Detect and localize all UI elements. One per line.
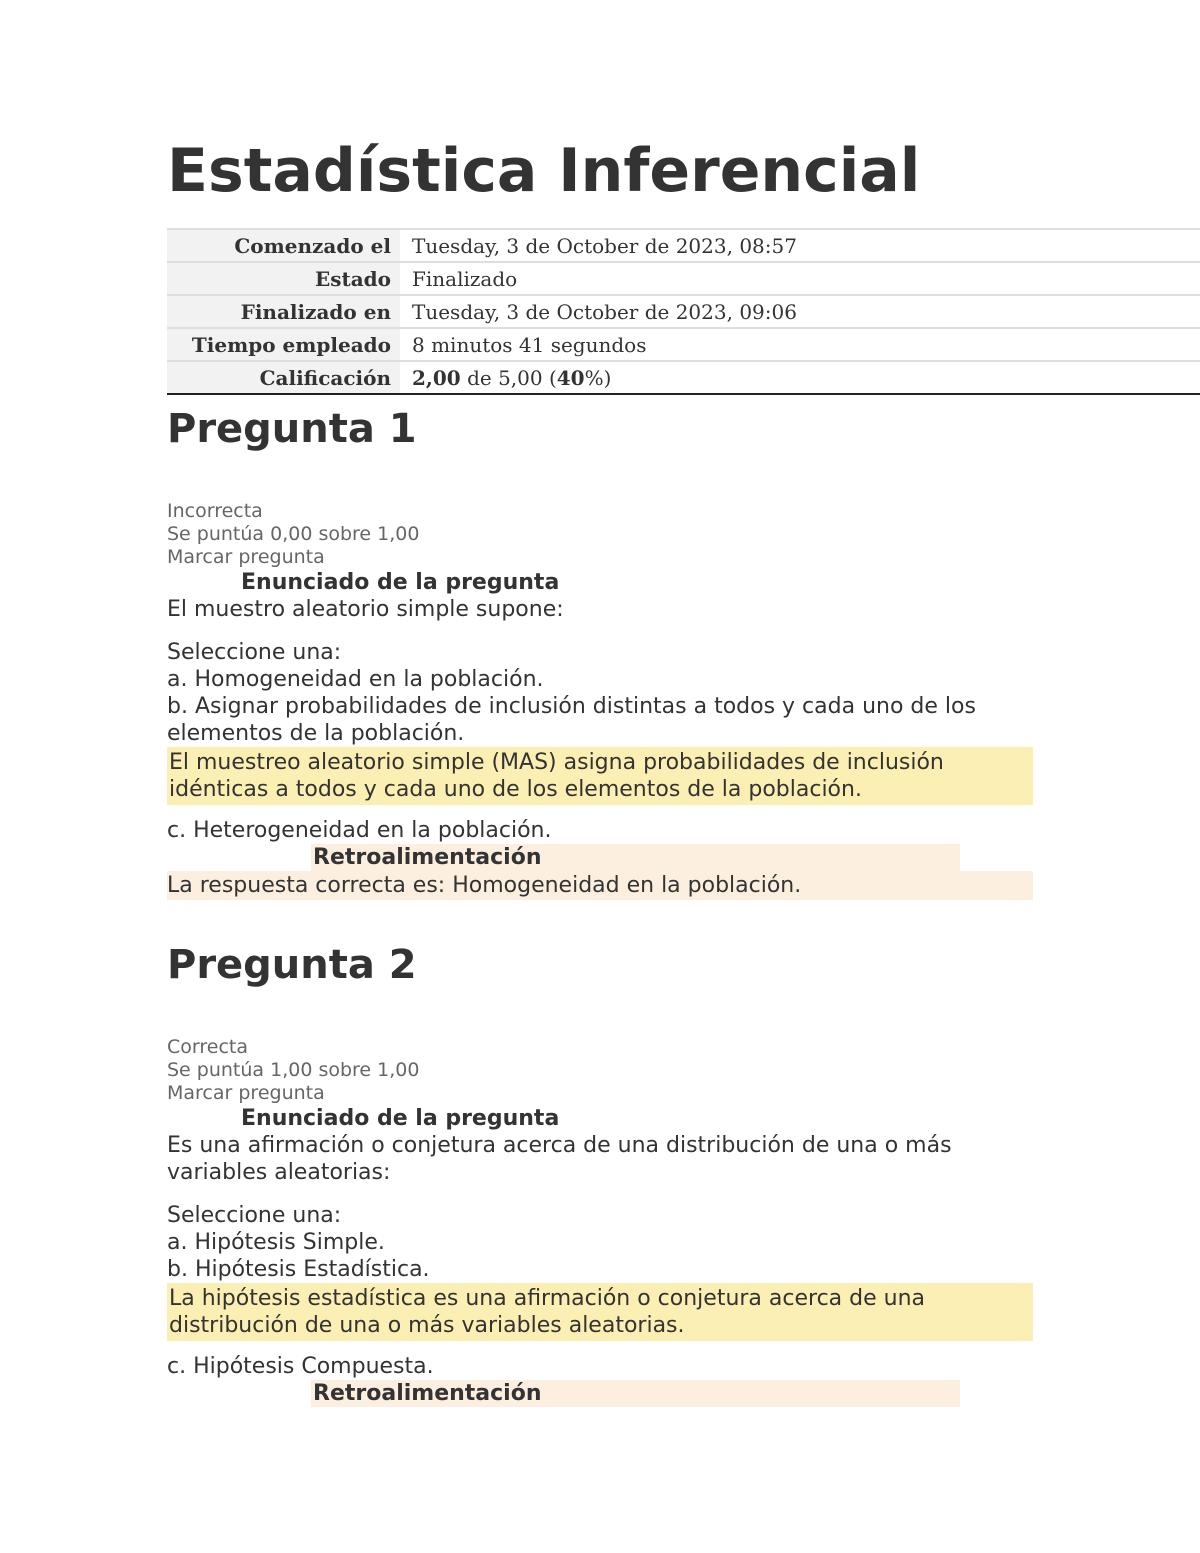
feedback-heading-text: Retroalimentación: [313, 845, 542, 870]
attempt-summary-table: [167, 228, 1200, 395]
select-prompt: Seleccione una:: [167, 1203, 342, 1228]
grade-value: [400, 361, 1200, 394]
option-a[interactable]: a. Homogeneidad en la población.: [167, 667, 544, 692]
summary-row-grade: [167, 361, 1200, 394]
summary-value: Tuesday, 3 de October de 2023, 09:06: [400, 295, 1200, 328]
question-1: [167, 406, 1033, 900]
summary-row: [167, 295, 1200, 328]
feedback-heading: [311, 844, 960, 871]
select-prompt: Seleccione una:: [167, 640, 342, 665]
summary-row: [167, 229, 1200, 262]
summary-label: Estado: [167, 262, 400, 295]
flag-question-link[interactable]: Marcar pregunta: [167, 546, 325, 568]
question-status: Incorrecta: [167, 500, 263, 522]
statement-heading: Enunciado de la pregunta: [241, 1106, 560, 1131]
option-c[interactable]: c. Hipótesis Compuesta.: [167, 1354, 434, 1379]
feedback-text: La respuesta correcta es: Homogeneidad en la población.: [167, 871, 1033, 900]
summary-label: Tiempo empleado: [167, 328, 400, 361]
question-2: [167, 942, 1033, 1407]
option-explanation: El muestreo aleatorio simple (MAS) asigna probabilidades de inclusión idénticas a todos y cada uno de los elementos de la población.: [167, 747, 1033, 805]
flag-question-link[interactable]: Marcar pregunta: [167, 1082, 325, 1104]
option-a[interactable]: a. Hipótesis Simple.: [167, 1230, 385, 1255]
grade-end: %): [584, 365, 612, 390]
summary-value: 8 minutos 41 segundos: [400, 328, 1200, 361]
feedback-heading: [311, 1380, 960, 1407]
option-b[interactable]: b. Hipótesis Estadística.: [167, 1257, 430, 1282]
summary-value: Tuesday, 3 de October de 2023, 08:57: [400, 229, 1200, 262]
statement-heading: Enunciado de la pregunta: [241, 570, 560, 595]
question-title: Pregunta 1: [167, 406, 417, 452]
grade-label: Calificación: [167, 361, 400, 394]
summary-row: [167, 262, 1200, 295]
question-score: Se puntúa 0,00 sobre 1,00: [167, 523, 420, 545]
summary-row: [167, 328, 1200, 361]
question-statement: El muestro aleatorio simple supone:: [167, 597, 564, 622]
question-status: Correcta: [167, 1036, 248, 1058]
summary-label: Finalizado en: [167, 295, 400, 328]
summary-value: Finalizado: [400, 262, 1200, 295]
option-explanation: La hipótesis estadística es una afirmación o conjetura acerca de una distribución de una o más variables aleatorias.: [167, 1283, 1033, 1341]
grade-percent: 40: [556, 365, 585, 390]
option-b[interactable]: b. Asignar probabilidades de inclusión distintas a todos y cada uno de los elementos de la población.: [167, 694, 976, 746]
summary-label: Comenzado el: [167, 229, 400, 262]
grade-rest: de 5,00 (: [460, 365, 557, 390]
question-score: Se puntúa 1,00 sobre 1,00: [167, 1059, 420, 1081]
option-c[interactable]: c. Heterogeneidad en la población.: [167, 818, 552, 843]
page-title: Estadística Inferencial: [167, 136, 921, 206]
question-title: Pregunta 2: [167, 942, 417, 988]
grade-score: 2,00: [412, 365, 461, 390]
question-statement: Es una afirmación o conjetura acerca de una distribución de una o más variables aleatorias:: [167, 1133, 952, 1185]
feedback-heading-text: Retroalimentación: [313, 1381, 542, 1406]
